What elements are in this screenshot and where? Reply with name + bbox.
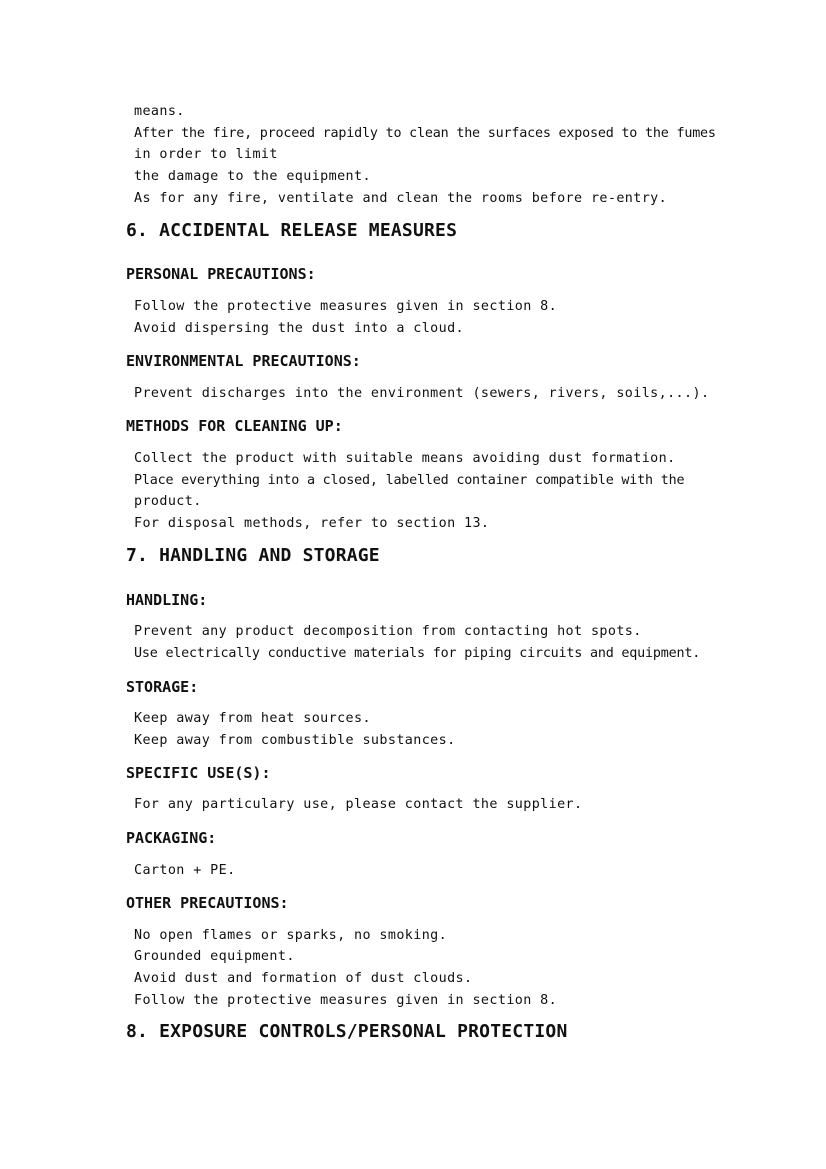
personal-precautions-line: Follow the protective measures given in section 8. [134, 299, 558, 314]
packaging-heading: PACKAGING: [126, 829, 217, 847]
other-precautions-line: Grounded equipment. [134, 949, 295, 964]
specific-use-heading: SPECIFIC USE(S): [126, 764, 271, 782]
intro-line: As for any fire, ventilate and clean the rooms before re-entry. [134, 191, 668, 206]
intro-line: means. [134, 104, 185, 119]
specific-use-line: For any particulary use, please contact the supplier. [134, 797, 583, 812]
cleaning-methods-heading: METHODS FOR CLEANING UP: [126, 417, 343, 435]
cleaning-methods-line: Place everything into a closed, labelled container compatible with the [134, 473, 685, 488]
section-7-title: 7. HANDLING AND STORAGE [126, 545, 380, 566]
personal-precautions-heading: PERSONAL PRECAUTIONS: [126, 265, 316, 283]
environmental-precautions-line: Prevent discharges into the environment (sewers, rivers, soils,...). [134, 386, 710, 401]
intro-line: in order to limit [134, 147, 278, 162]
cleaning-methods-line: Collect the product with suitable means avoiding dust formation. [134, 451, 676, 466]
other-precautions-line: No open flames or sparks, no smoking. [134, 928, 448, 943]
handling-line: Use electrically conductive materials for piping circuits and equipment. [134, 646, 701, 661]
section-8-title: 8. EXPOSURE CONTROLS/PERSONAL PROTECTION [126, 1021, 568, 1042]
environmental-precautions-heading: ENVIRONMENTAL PRECAUTIONS: [126, 352, 361, 370]
personal-precautions-line: Avoid dispersing the dust into a cloud. [134, 321, 465, 336]
handling-heading: HANDLING: [126, 591, 208, 609]
cleaning-methods-line: For disposal methods, refer to section 13. [134, 516, 490, 531]
storage-line: Keep away from heat sources. [134, 711, 371, 726]
storage-heading: STORAGE: [126, 678, 199, 696]
section-6-title: 6. ACCIDENTAL RELEASE MEASURES [126, 220, 458, 241]
cleaning-methods-line: product. [134, 494, 202, 509]
intro-line: the damage to the equipment. [134, 169, 371, 184]
other-precautions-line: Follow the protective measures given in section 8. [134, 993, 558, 1008]
other-precautions-line: Avoid dust and formation of dust clouds. [134, 971, 473, 986]
intro-line: After the fire, proceed rapidly to clean the surfaces exposed to the fumes [134, 126, 716, 141]
packaging-line: Carton + PE. [134, 863, 236, 878]
storage-line: Keep away from combustible substances. [134, 733, 456, 748]
handling-line: Prevent any product decomposition from contacting hot spots. [134, 624, 642, 639]
other-precautions-heading: OTHER PRECAUTIONS: [126, 894, 289, 912]
